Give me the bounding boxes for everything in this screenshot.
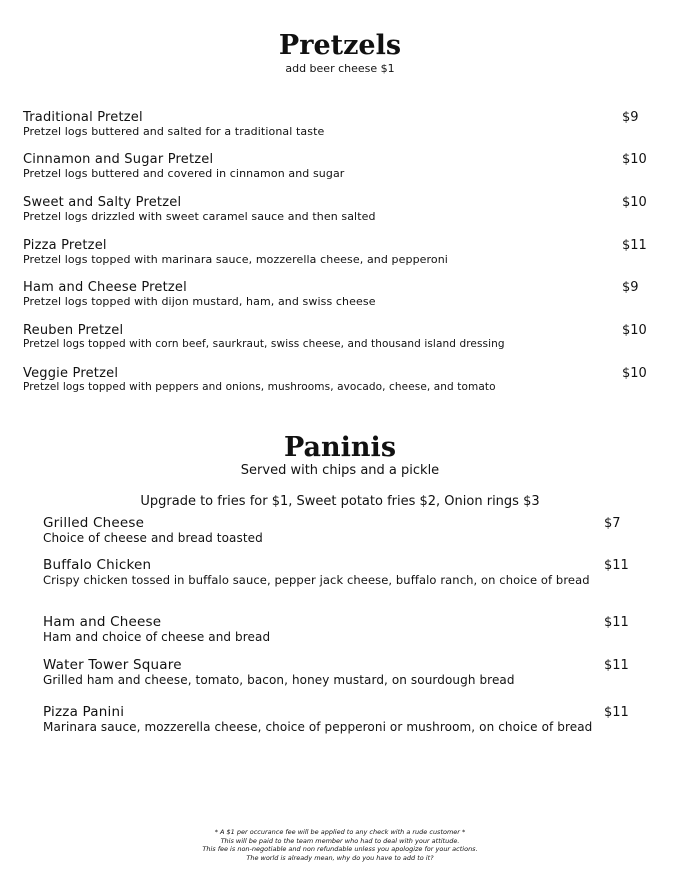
item-name: Ham and Cheese — [43, 614, 162, 630]
menu-item — [23, 195, 613, 223]
menu-item — [23, 152, 613, 180]
item-name: Cinnamon and Sugar Pretzel — [23, 152, 214, 167]
item-description: Marinara sauce, mozzerella cheese, choice of pepperoni or mushroom, on choice of bread — [43, 720, 593, 734]
menu-item — [43, 615, 598, 644]
footer-line: The world is already mean, why do you have to add to it? — [246, 853, 434, 862]
paninis-upgrade-note: Upgrade to fries for $1, Sweet potato fries $2, Onion rings $3 — [140, 494, 540, 509]
item-name: Traditional Pretzel — [23, 110, 143, 125]
menu-item — [43, 516, 598, 545]
item-description: Choice of cheese and bread toasted — [43, 531, 263, 545]
item-name: Water Tower Square — [43, 657, 182, 673]
item-description: Pretzel logs drizzled with sweet caramel sauce and then salted — [23, 210, 376, 223]
item-description: Pretzel logs topped with corn beef, saurkraut, swiss cheese, and thousand island dressing — [23, 338, 505, 350]
item-name: Veggie Pretzel — [23, 366, 119, 381]
item-price: $11 — [604, 615, 629, 630]
item-price: $11 — [622, 238, 647, 253]
item-price: $9 — [622, 110, 639, 125]
item-description: Pretzel logs buttered and salted for a traditional taste — [23, 125, 325, 138]
item-price: $10 — [622, 323, 647, 338]
menu-item — [23, 110, 613, 138]
footer-line: * A $1 per occurance fee will be applied to any check with a rude customer * — [214, 828, 466, 836]
item-description: Pretzel logs topped with dijon mustard, ham, and swiss cheese — [23, 295, 376, 308]
rude-customer-fee-notice — [0, 828, 680, 862]
footer-line: This will be paid to the team member who had to deal with your attitude. — [220, 836, 460, 845]
item-description: Pretzel logs buttered and covered in cinnamon and sugar — [23, 167, 345, 180]
item-price: $11 — [604, 558, 629, 573]
item-price: $10 — [622, 366, 647, 381]
menu-item — [43, 658, 598, 687]
menu-item — [23, 323, 618, 351]
menu-item — [43, 558, 611, 587]
item-name: Reuben Pretzel — [23, 323, 124, 338]
item-description: Pretzel logs topped with peppers and onions, mushrooms, avocado, cheese, and tomato — [23, 381, 496, 393]
item-price: $10 — [622, 195, 647, 210]
pretzels-subtitle: add beer cheese $1 — [285, 62, 395, 75]
paninis-subtitle: Served with chips and a pickle — [240, 463, 440, 478]
item-price: $7 — [604, 516, 621, 531]
item-name: Grilled Cheese — [43, 515, 145, 531]
item-price: $9 — [622, 280, 639, 295]
item-description: Crispy chicken tossed in buffalo sauce, pepper jack cheese, buffalo ranch, on choice of bread — [43, 573, 590, 587]
item-price: $10 — [622, 152, 647, 167]
item-price: $11 — [604, 705, 629, 720]
menu-item — [43, 705, 613, 734]
item-name: Pizza Panini — [43, 704, 125, 720]
item-name: Sweet and Salty Pretzel — [23, 195, 182, 210]
item-name: Pizza Pretzel — [23, 238, 107, 253]
footer-line: This fee is non-negotiable and non refundable unless you apologize for your actions. — [202, 845, 478, 853]
paninis-title: Paninis — [283, 432, 397, 463]
item-price: $11 — [604, 658, 629, 673]
item-description: Pretzel logs topped with marinara sauce, mozzerella cheese, and pepperoni — [23, 253, 448, 266]
pretzels-title: Pretzels — [278, 30, 402, 61]
item-name: Buffalo Chicken — [43, 557, 152, 573]
item-name: Ham and Cheese Pretzel — [23, 280, 187, 295]
item-description: Grilled ham and cheese, tomato, bacon, honey mustard, on sourdough bread — [43, 673, 515, 687]
item-description: Ham and choice of cheese and bread — [43, 630, 271, 644]
menu-item — [23, 238, 613, 266]
menu-item — [23, 366, 618, 394]
menu-item — [23, 280, 613, 308]
